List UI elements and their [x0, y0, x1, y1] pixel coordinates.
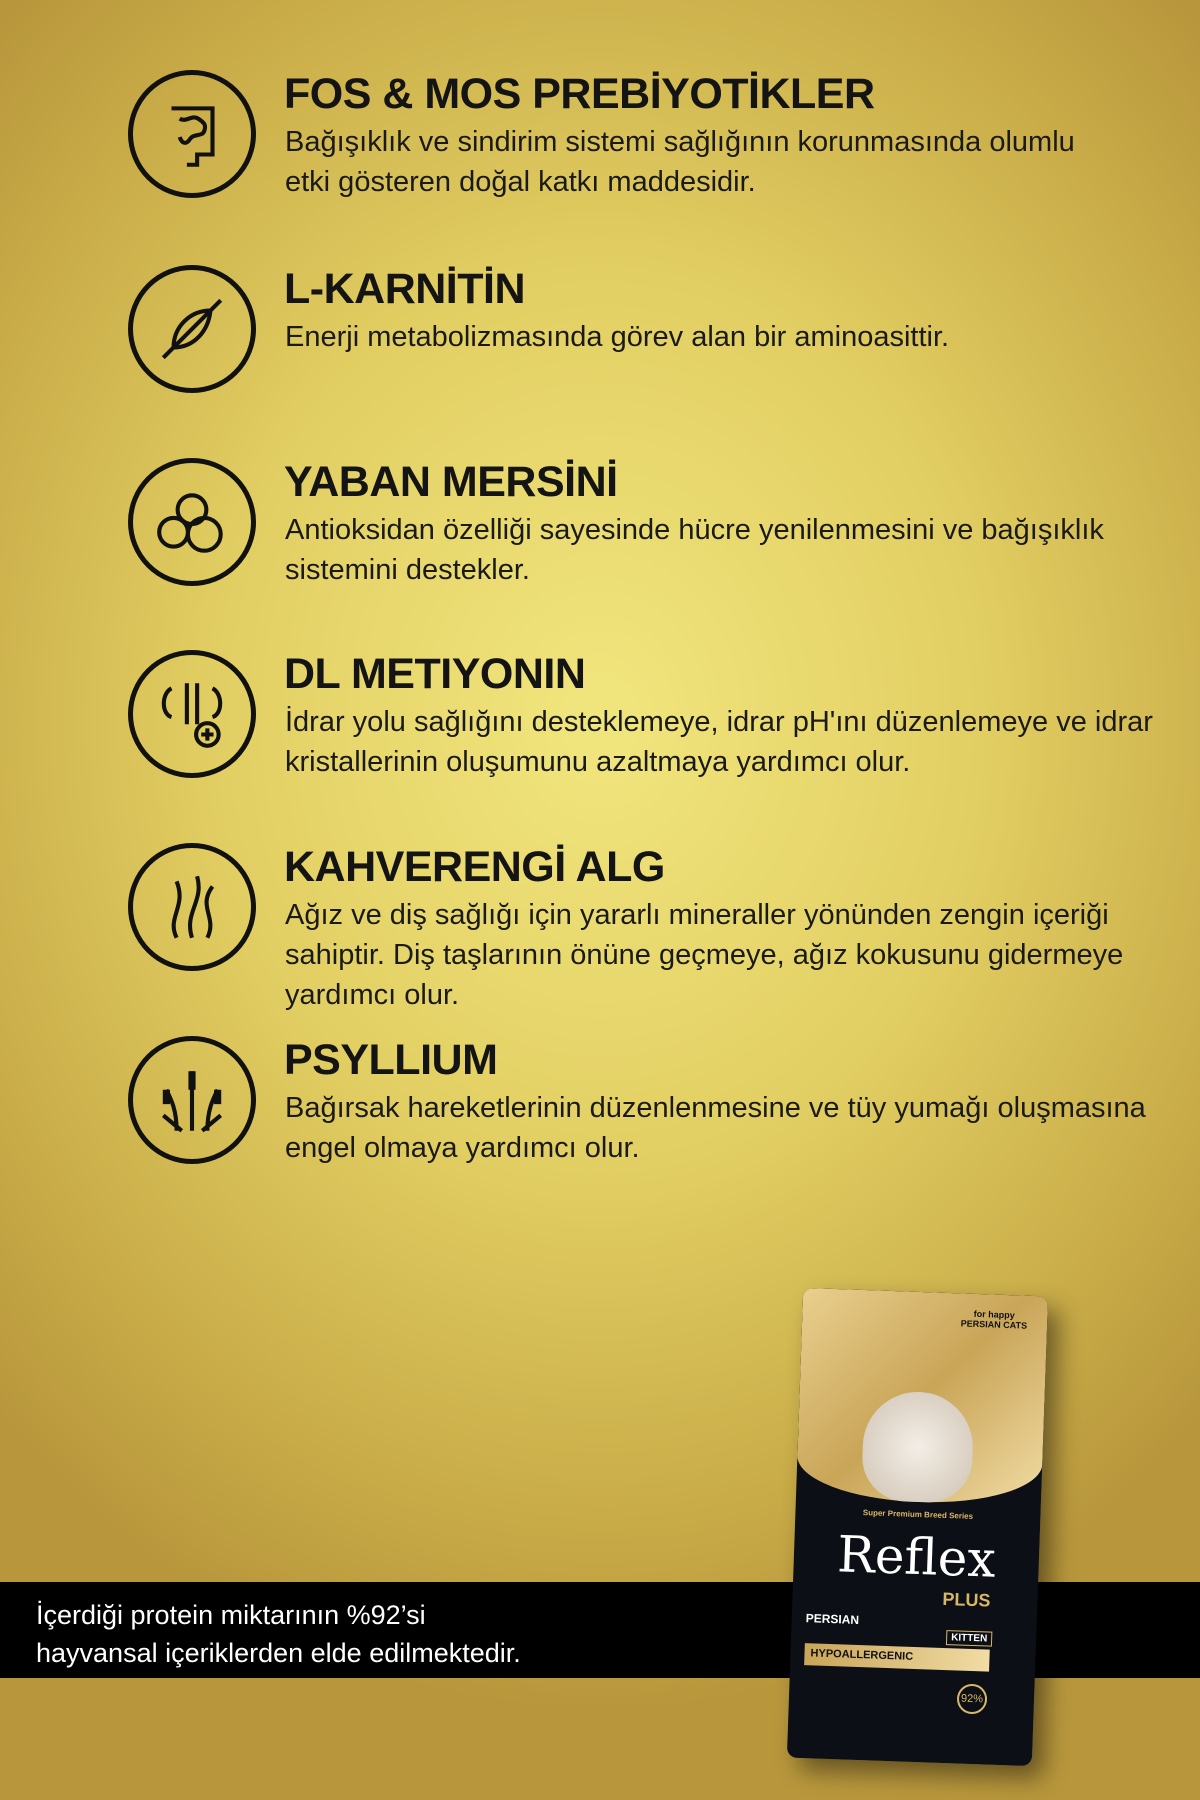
intestine-icon	[128, 70, 256, 198]
product-package	[787, 1288, 1048, 1766]
plus-label: PLUS	[942, 1588, 991, 1611]
protein-percent-badge: 92%	[957, 1683, 988, 1714]
banner-line-1: İçerdiği protein miktarının %92’si	[36, 1600, 426, 1630]
for-happy-text: for happy	[973, 1308, 1015, 1321]
banner-line-2: hayvansal içeriklerden elde edilmektedir.	[36, 1638, 521, 1668]
age-label: KITTEN	[946, 1630, 993, 1647]
breed-label: PERSIAN	[805, 1611, 860, 1628]
feature-description: Antioksidan özelliği sayesinde hücre yenilenmesini ve bağışıklık sistemini destekler.	[285, 514, 1104, 586]
persian-cats-text: PERSIAN CATS	[960, 1318, 1028, 1331]
series-label: Super Premium Breed Series	[862, 1508, 974, 1521]
persian-cats-label	[961, 1308, 1028, 1330]
feature-description: Enerji metabolizmasında görev alan bir aminoasittir.	[285, 321, 950, 353]
feature-title: DL METIYONIN	[284, 650, 586, 698]
seaweed-icon	[128, 843, 256, 971]
muscle-icon	[128, 265, 256, 393]
feature-title: KAHVERENGİ ALG	[284, 843, 665, 891]
feature-description: Bağışıklık ve sindirim sistemi sağlığının korunmasında olumlu etki gösteren doğal katkı maddesidir.	[285, 126, 1075, 198]
hypoallergenic-label: HYPOALLERGENIC	[804, 1643, 990, 1671]
feature-description: İdrar yolu sağlığını desteklemeye, idrar pH'ını düzenlemeye ve idrar kristallerinin oluşumunu azaltmaya yardımcı olur.	[285, 706, 1153, 778]
feature-title: FOS & MOS PREBİYOTİKLER	[284, 70, 875, 118]
brand-logo: Reflex	[836, 1525, 997, 1589]
feature-description: Bağırsak hareketlerinin düzenlenmesine ve tüy yumağı oluşmasına engel olmaya yardımcı olur.	[285, 1092, 1146, 1164]
feature-description: Ağız ve diş sağlığı için yararlı mineraller yönünden zengin içeriği sahiptir. Diş taşlarının önüne geçmeye, ağız kokusunu gidermeye yardımcı olur.	[285, 899, 1124, 1011]
feature-title: YABAN MERSİNİ	[284, 458, 618, 506]
psyllium-plant-icon	[128, 1036, 256, 1164]
kidney-icon	[128, 650, 256, 778]
blueberry-icon	[128, 458, 256, 586]
feature-title: L-KARNİTİN	[284, 265, 526, 313]
feature-title: PSYLLIUM	[284, 1036, 498, 1084]
